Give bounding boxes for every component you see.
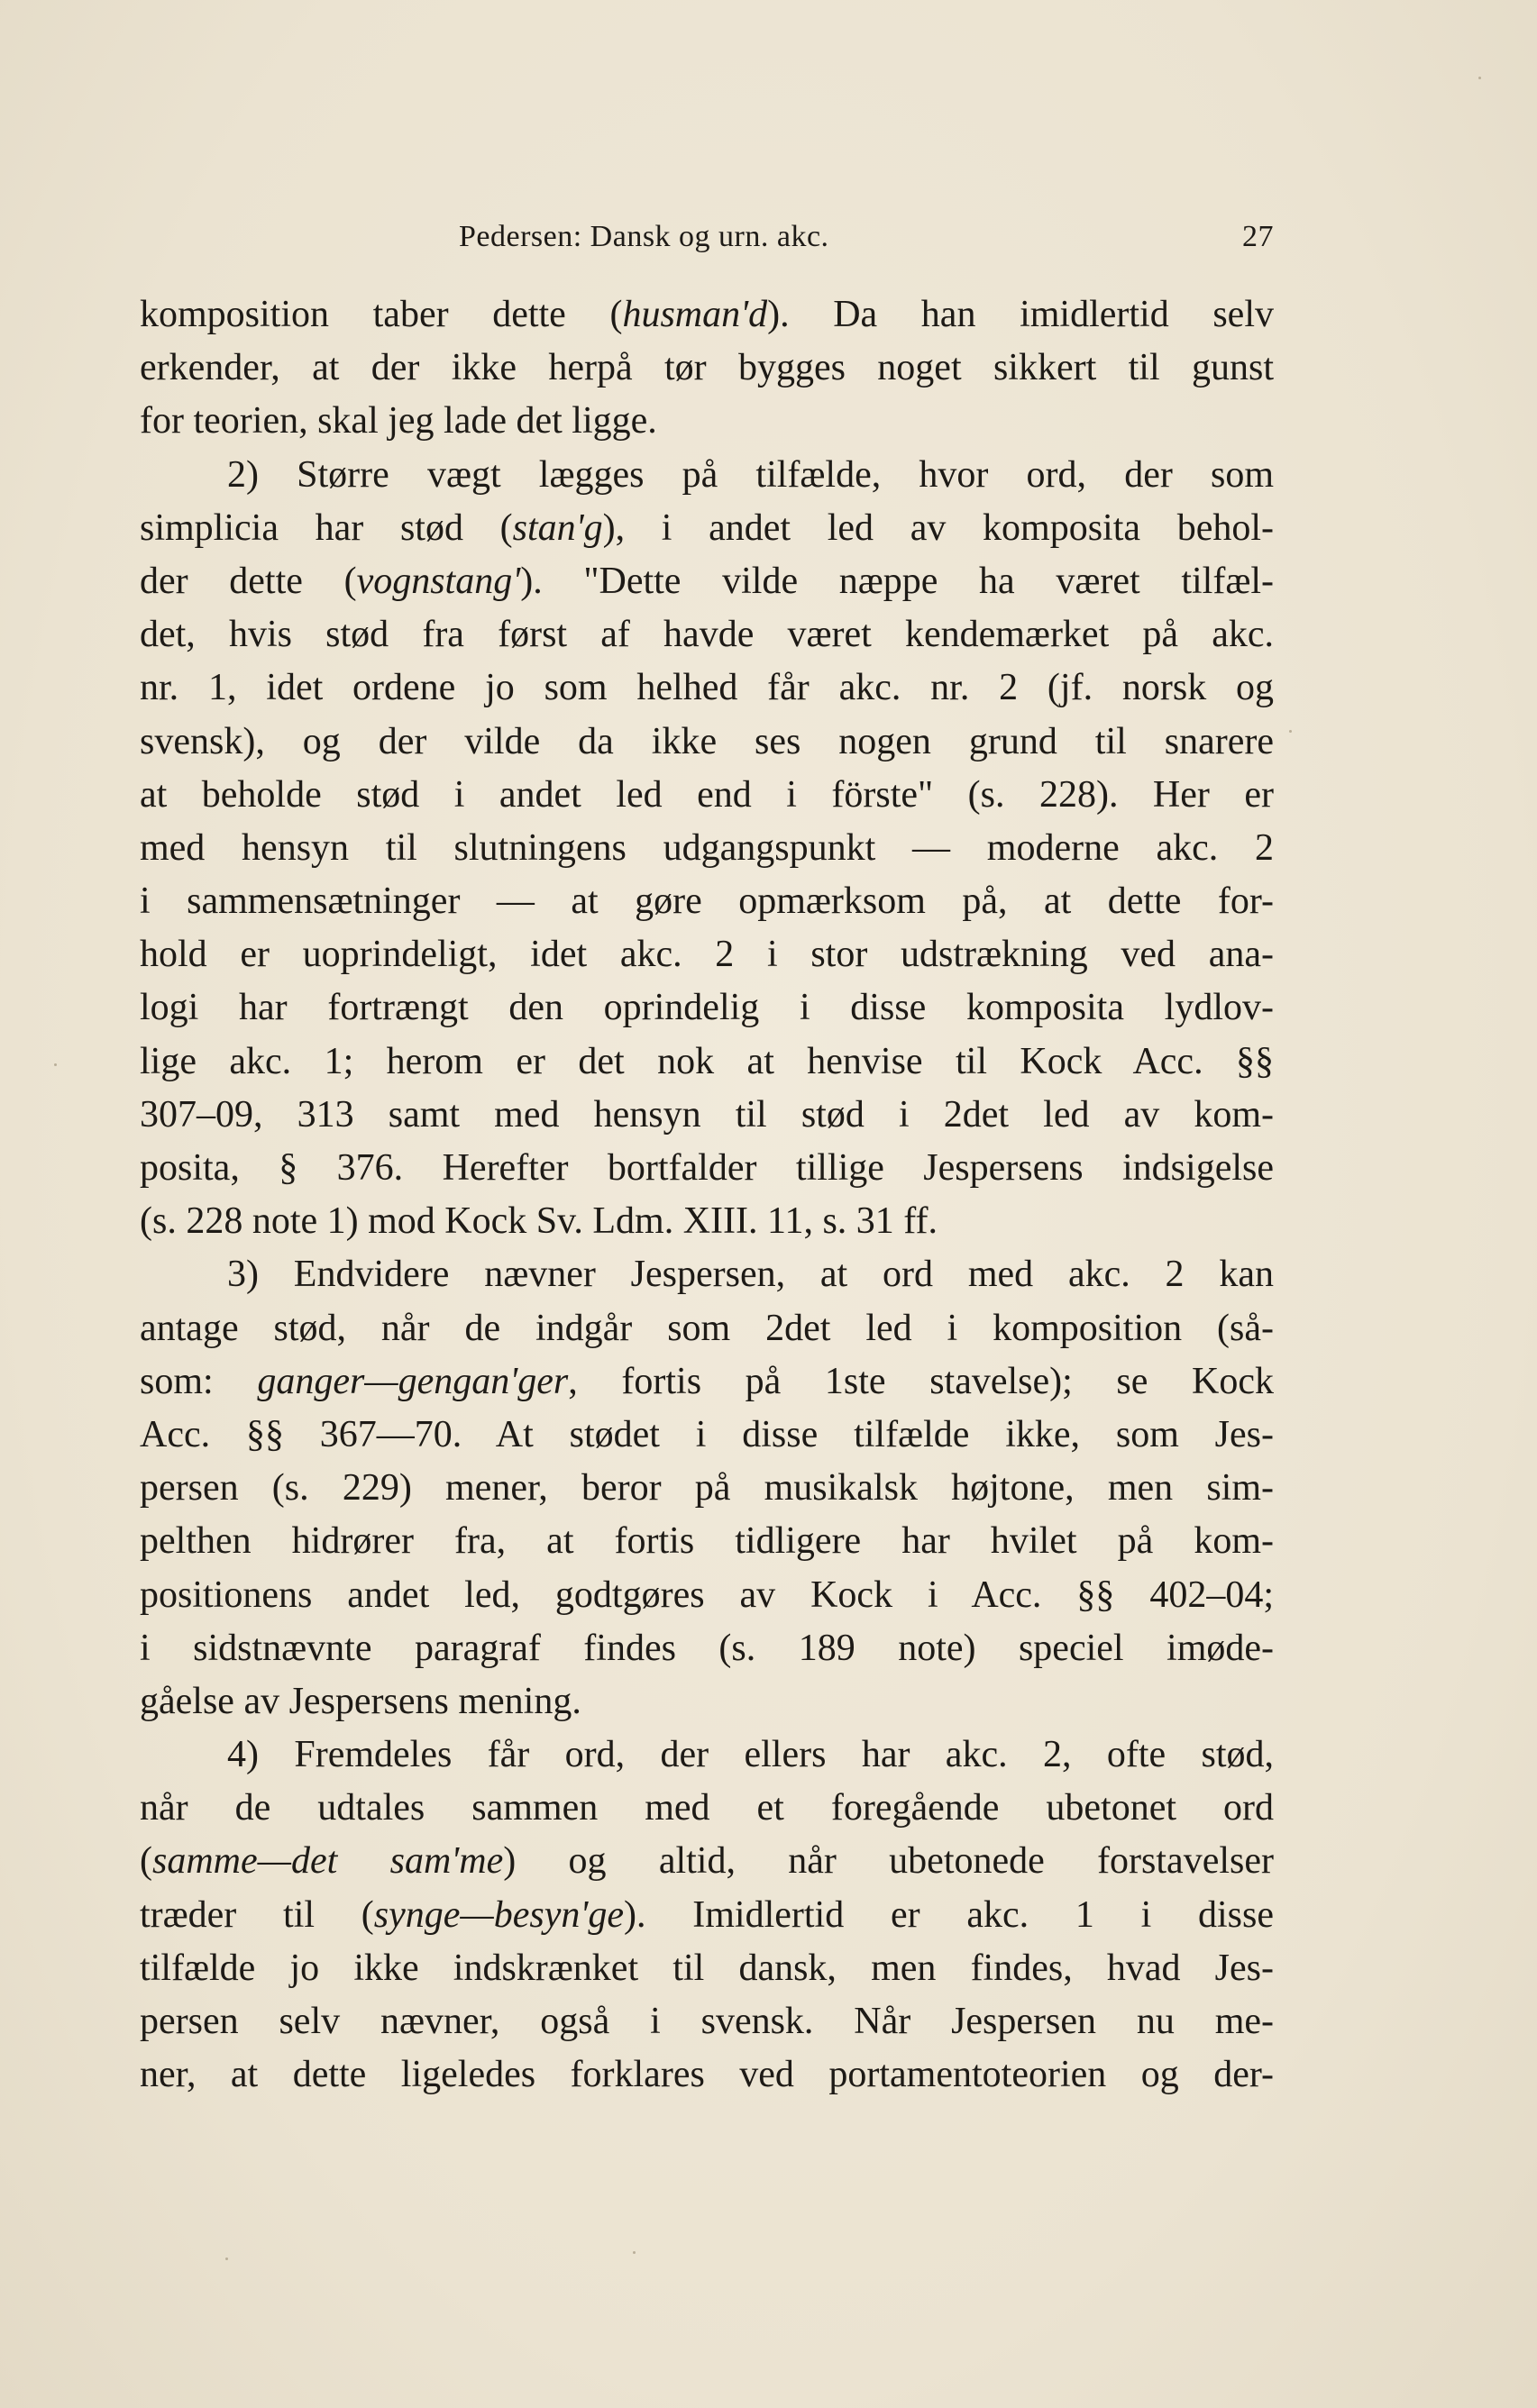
paper-speck bbox=[1478, 77, 1481, 79]
text-segment: træder til ( bbox=[140, 1893, 374, 1936]
text-line bbox=[140, 1142, 1274, 1195]
text-segment: i sammensætninger — at gøre opmærksom på, at dette for- bbox=[140, 880, 1274, 923]
text-line bbox=[140, 288, 1274, 342]
text-line bbox=[140, 716, 1274, 769]
text-segment: der dette ( bbox=[140, 560, 357, 602]
text-segment: ). Imidlertid er akc. 1 i disse bbox=[624, 1893, 1274, 1936]
text-line bbox=[140, 1462, 1274, 1515]
italic-term: synge—besyn'ge bbox=[373, 1893, 625, 1936]
text-segment: tilfælde jo ikke indskrænket til dansk, men findes, hvad Jes- bbox=[140, 1947, 1274, 1989]
text-segment: simplicia har stød ( bbox=[140, 506, 513, 549]
text-line bbox=[140, 1728, 1274, 1782]
text-line bbox=[140, 1622, 1274, 1675]
text-line bbox=[140, 928, 1274, 981]
text-segment: hold er uoprindeligt, idet akc. 2 i stor udstrækning ved ana- bbox=[140, 934, 1274, 976]
italic-term: vognstang' bbox=[356, 560, 521, 602]
text-line bbox=[140, 1889, 1274, 1942]
text-segment: nr. 1, idet ordene jo som helhed får akc. nr. 2 (jf. norsk og bbox=[140, 667, 1274, 709]
text-segment: for teorien, skal jeg lade det ligge. bbox=[140, 400, 657, 442]
text-segment: komposition taber dette ( bbox=[140, 294, 623, 335]
text-line bbox=[140, 1089, 1274, 1142]
running-title: Pedersen: Dansk og urn. akc. bbox=[459, 220, 829, 253]
text-segment: ) og altid, når ubetonede forstavelser bbox=[503, 1840, 1274, 1883]
text-segment: at beholde stød i andet led end i förste" (s. 228). Her er bbox=[140, 773, 1274, 816]
text-segment: 2) Større vægt lægges på tilfælde, hvor ord, der som bbox=[227, 453, 1274, 496]
text-segment: med hensyn til slutningens udgangspunkt — moderne akc. 2 bbox=[140, 826, 1274, 869]
text-line bbox=[140, 1248, 1274, 1301]
text-segment: 3) Endvidere nævner Jespersen, at ord med akc. 2 kan bbox=[227, 1254, 1274, 1296]
text-segment: posita, § 376. Herefter bortfalder tillige Jespersens indsigelse bbox=[140, 1147, 1274, 1189]
text-segment: ), i andet led av komposita behol- bbox=[602, 506, 1274, 549]
text-segment: logi har fortrængt den oprindelig i disse komposita lydlov- bbox=[140, 987, 1274, 1029]
text-segment: Acc. §§ 367—70. At stødet i disse tilfælde ikke, som Jes- bbox=[140, 1413, 1274, 1455]
text-segment: persen (s. 229) mener, beror på musikalsk højtone, men sim- bbox=[140, 1467, 1274, 1510]
text-segment: , fortis på 1ste stavelse); se Kock bbox=[568, 1360, 1274, 1402]
text-line bbox=[140, 608, 1274, 661]
text-line bbox=[140, 1409, 1274, 1462]
text-line bbox=[140, 1515, 1274, 1568]
text-line bbox=[140, 1035, 1274, 1089]
paper-speck bbox=[225, 2258, 228, 2260]
paper-speck bbox=[1289, 730, 1292, 733]
text-segment: ). "Dette vilde næppe ha været tilfæl- bbox=[520, 560, 1274, 602]
text-line bbox=[140, 555, 1274, 608]
text-segment: positionens andet led, godtgøres av Kock i Acc. §§ 402–04; bbox=[140, 1573, 1274, 1616]
text-segment: som: bbox=[140, 1360, 258, 1402]
text-segment: det, hvis stød fra først af havde været kendemærket på akc. bbox=[140, 614, 1274, 656]
text-segment: persen selv nævner, også i svensk. Når Jespersen nu me- bbox=[140, 2001, 1274, 2042]
text-line bbox=[140, 1355, 1274, 1409]
text-line bbox=[140, 1195, 1274, 1248]
text-segment: (s. 228 note 1) mod Kock Sv. Ldm. XIII. 11, s. 31 ff. bbox=[140, 1200, 938, 1243]
text-line bbox=[140, 875, 1274, 928]
text-segment: gåelse av Jespersens mening. bbox=[140, 1680, 581, 1722]
text-segment: i sidstnævnte paragraf findes (s. 189 note) speciel imøde- bbox=[140, 1627, 1274, 1669]
text-line bbox=[140, 1569, 1274, 1622]
text-line bbox=[140, 1302, 1274, 1355]
text-line bbox=[140, 502, 1274, 555]
italic-term: ganger—gengan'ger bbox=[257, 1360, 569, 1402]
page-number: 27 bbox=[1242, 220, 1274, 253]
text-line bbox=[140, 342, 1274, 395]
text-segment: antage stød, når de indgår som 2det led i komposition (så- bbox=[140, 1307, 1274, 1349]
text-segment: erkender, at der ikke herpå tør bygges noget sikkert til gunst bbox=[140, 347, 1274, 389]
text-segment: svensk), og der vilde da ikke ses nogen grund til snarere bbox=[140, 720, 1274, 762]
text-segment: ner, at dette ligeledes forklares ved portamentoteorien og der- bbox=[140, 2054, 1274, 2096]
text-line bbox=[140, 1942, 1274, 1995]
page-header bbox=[140, 220, 1274, 265]
italic-term: samme—det sam'me bbox=[152, 1840, 504, 1883]
text-line bbox=[140, 1675, 1274, 1728]
paper-speck bbox=[633, 2251, 636, 2254]
text-line bbox=[140, 2048, 1274, 2102]
text-line bbox=[140, 1782, 1274, 1835]
text-segment: lige akc. 1; herom er det nok at henvise til Kock Acc. §§ bbox=[140, 1040, 1274, 1082]
text-segment: når de udtales sammen med et foregående ubetonet ord bbox=[140, 1787, 1274, 1829]
text-line bbox=[140, 661, 1274, 715]
text-segment: ( bbox=[140, 1840, 152, 1883]
text-line bbox=[140, 1835, 1274, 1888]
text-line bbox=[140, 449, 1274, 502]
italic-term: husman'd bbox=[622, 294, 768, 335]
text-segment: 4) Fremdeles får ord, der ellers har akc. 2, ofte stød, bbox=[227, 1734, 1274, 1776]
text-segment: pelthen hidrører fra, at fortis tidligere har hvilet på kom- bbox=[140, 1520, 1274, 1563]
paper-speck bbox=[54, 1063, 57, 1066]
body-text bbox=[140, 288, 1274, 2102]
italic-term: stan'g bbox=[512, 506, 603, 549]
text-line bbox=[140, 395, 1274, 448]
text-line bbox=[140, 1995, 1274, 2048]
text-line bbox=[140, 822, 1274, 875]
text-segment: ). Da han imidlertid selv bbox=[767, 294, 1274, 335]
text-line bbox=[140, 769, 1274, 822]
text-segment: 307–09, 313 samt med hensyn til stød i 2det led av kom- bbox=[140, 1093, 1274, 1136]
text-line bbox=[140, 981, 1274, 1035]
